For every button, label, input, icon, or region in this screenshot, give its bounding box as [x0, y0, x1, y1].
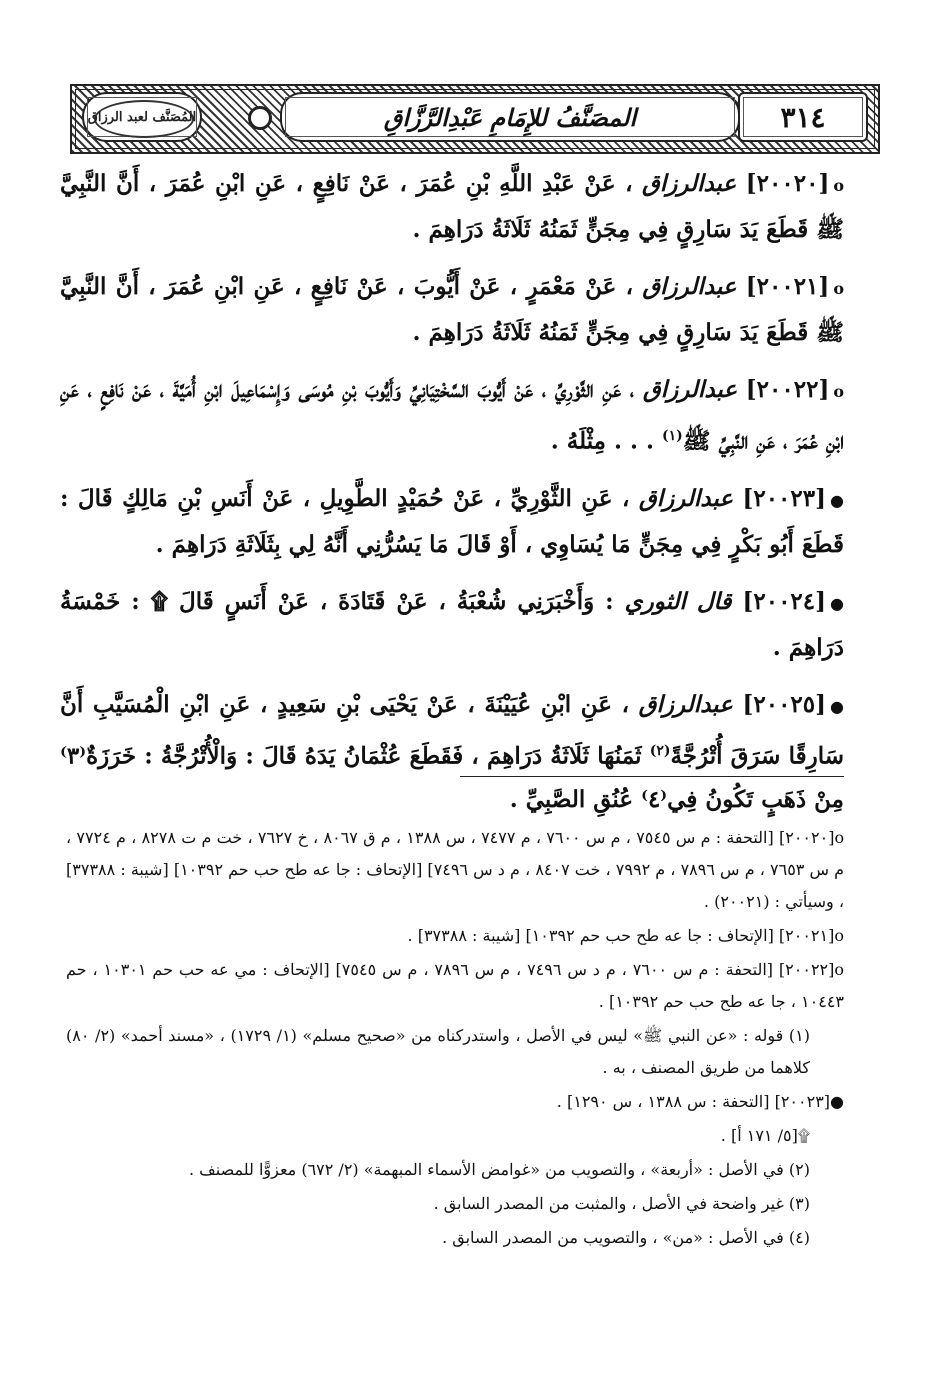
main-text: [60, 162, 844, 835]
page-number: ٣١٤: [780, 100, 826, 134]
narrator-name: عبدالرزاق: [642, 376, 738, 403]
footnote: ۩[٥/ ١٧١ أ] .: [720, 1126, 810, 1145]
hadith-tail: ثَمَنُهَا ثَلَاثَةُ دَرَاهِمَ ، فَقَطَعَ عُثْمَانُ يَدَهُ قَالَ : وَالْأُتْرُجَّةُ : خَرَزَةٌ⁽٣⁾ مِنْ ذَهَبٍ تَكُونُ فِي⁽٤⁾ عُنُقِ الصَّبِيِّ .: [60, 742, 844, 814]
hadith-number: [٢٠٠٢٠]: [745, 170, 830, 197]
footnote: (١) قوله : «عن النبي ﷺ» ليس في الأصل ، واستدركناه من «صحيح مسلم» (١/ ١٧٢٩) ، «مسند أحمد» (٢/ ٨٠) كلاهما من طريق المصنف ، به .: [66, 1026, 811, 1077]
hadith-number: [٢٠٠٢١]: [745, 273, 830, 300]
hadith-text: ، عَنِ الثَّوْرِيِّ ، عَنْ حُمَيْدٍ الطَّوِيلِ ، عَنْ أَنَسِ بْنِ مَالِكٍ قَالَ : قَطَعَ أَبُو بَكْرٍ فِي مِجَنٍّ مَا يُسَاوِي ، أَوْ قَالَ مَا يَسُرُّنِي أَنَّهُ لِي بِثَلَاثَةِ دَرَاهِمَ .: [60, 484, 844, 558]
hadith-marker: ●: [830, 696, 844, 716]
footnote: ο[٢٠٠٢١] [الإتحاف : جا عه طح حب حم ١٠٣٩٢] [شيبة : ٣٧٣٨٨] .: [407, 926, 844, 945]
hadith-paragraph: [60, 162, 844, 252]
hadith-text: ، عَنْ مَعْمَرٍ ، عَنْ أَيُّوبَ ، عَنْ نَافِعٍ ، عَنِ ابْنِ عُمَرَ ، أَنَّ النَّبِيَّ ﷺ قَطَعَ يَدَ سَارِقٍ فِي مِجَنٍّ ثَمَنُهُ ثَلَاثَةُ دَرَاهِمَ .: [60, 273, 844, 346]
hadith-marker: ●: [830, 593, 844, 613]
hadith-marker: ο: [833, 176, 844, 195]
footnote: ο[٢٠٠٢٢] [التحفة : م س ٧٦٠٠ ، م د س ٧٤٩٦ ، م س ٧٨٩٦ ، م س ٧٥٤٥] [الإتحاف : مي عه حب حم ١٠٣٠١ ، حم ١٠٤٤٣ ، جا عه طح حب حم ١٠٣٩٢] .: [66, 960, 845, 1011]
hadith-text: ، عَنْ عَبْدِ اللَّهِ بْنِ عُمَرَ ، عَنْ نَافِعٍ ، عَنِ ابْنِ عُمَرَ ، أَنَّ النَّبِيَّ ﷺ قَطَعَ يَدَ سَارِقٍ فِي مِجَنٍّ ثَمَنُهُ ثَلَاثَةُ دَرَاهِمَ .: [60, 170, 844, 243]
footnote: (٢) في الأصل : «أربعة» ، والتصويب من «غوامض الأسماء المبهمة» (٢/ ٦٧٢) معزوًّا للمصنف .: [189, 1160, 810, 1179]
footnotes: [66, 822, 844, 1256]
footnote-separator: [460, 776, 844, 777]
hadith-number: [٢٠٠٢٥]: [742, 690, 827, 718]
hadith-marker: ο: [833, 279, 844, 298]
running-title: المصَنَّفُ للإِمَامِ عَبْدِالرَّزَّاقِ: [383, 102, 637, 132]
page-number-cartouche: [738, 92, 868, 142]
hadith-text: : وَأَخْبَرَنِي شُعْبَةُ ، عَنْ قَتَادَةَ ، عَنْ أَنَسٍ قَالَ ۩ : خَمْسَةُ دَرَاهِمَ .: [60, 587, 844, 661]
logo-cartouche: [82, 92, 202, 142]
narrator-name: عبدالرزاق: [642, 273, 737, 300]
hadith-marker: ●: [830, 490, 844, 510]
footnote: ο[٢٠٠٢٠] [التحفة : م س ٧٥٤٥ ، م س ٧٦٠٠ ، م ٧٤٧٧ ، س ١٣٨٨ ، م ق ٨٠٦٧ ، خ ٧٦٢٧ ، خت م ت ٨٢٧٨ ، م ٧٧٢٤ ، م س ٧٦٥٣ ، م س ٧٨٩٦ ، م ٧٩٩٢ ، خت ٨٤٠٧ ، م د س ٧٤٩٦] [الإتحاف : جا عه طح حب حم ١٠٣٩٢] [شيبة : ٣٧٣٨٨] ، وسيأتي : (٢٠٠٢١) .: [66, 828, 845, 911]
narrator-name: عبدالرزاق: [638, 484, 734, 512]
title-cartouche: [280, 92, 740, 142]
hadith-number: [٢٠٠٢٤]: [742, 587, 827, 615]
footnote: (٤) في الأصل : «من» ، والتصويب من المصدر السابق .: [442, 1228, 810, 1247]
footnote: (٣) غير واضحة في الأصل ، والمثبت من المصدر السابق .: [433, 1194, 810, 1213]
logo-text: المُصَنَّف لعبد الرزاق: [87, 109, 197, 125]
hadith-number: [٢٠٠٢٣]: [742, 484, 827, 512]
page-header: [70, 84, 880, 154]
footnote-ref: (١): [662, 428, 683, 444]
hadith-paragraph: [60, 580, 844, 670]
hadith-paragraph: [60, 368, 844, 464]
ornament-ring-icon: [248, 106, 272, 130]
narrator-name: عبدالرزاق: [638, 690, 733, 718]
hadith-tail: . . . مِثْلَهُ .: [550, 427, 663, 455]
hadith-paragraph: [60, 683, 844, 823]
hadith-number: [٢٠٠٢٢]: [745, 376, 830, 403]
footnote: ●[٢٠٠٢٣] [التحفة : س ١٣٨٨ ، س ١٢٩٠] .: [556, 1092, 844, 1111]
hadith-paragraph: [60, 265, 844, 355]
hadith-paragraph: [60, 477, 844, 567]
hadith-text: ، عَنِ ابْنِ عُيَيْنَةَ ، عَنْ يَحْيَى بْنِ سَعِيدٍ ، عَنِ ابْنِ الْمُسَيَّبِ أَنَّ سَارِقًا سَرَقَ أُتْرُجَّةً: [60, 690, 844, 770]
footnote-ref: (٢): [649, 742, 671, 759]
narrator-name: عبدالرزاق: [642, 170, 737, 197]
hadith-marker: ο: [833, 382, 844, 401]
narrator-name: قال الثوري: [624, 587, 732, 615]
hadith-text: ، عَنِ الثَّوْرِيِّ ، عَنْ أَيُّوبَ السَّخْتِيَانِيِّ وَأَيُّوبَ بْنِ مُوسَى وَإِسْمَاعِيلَ ابْنِ أُمَيَّةَ ، عَنْ نَافِعٍ ، عَنِ ابْنِ عُمَرَ ، عَنِ النَّبِيِّ ﷺ: [60, 376, 844, 455]
